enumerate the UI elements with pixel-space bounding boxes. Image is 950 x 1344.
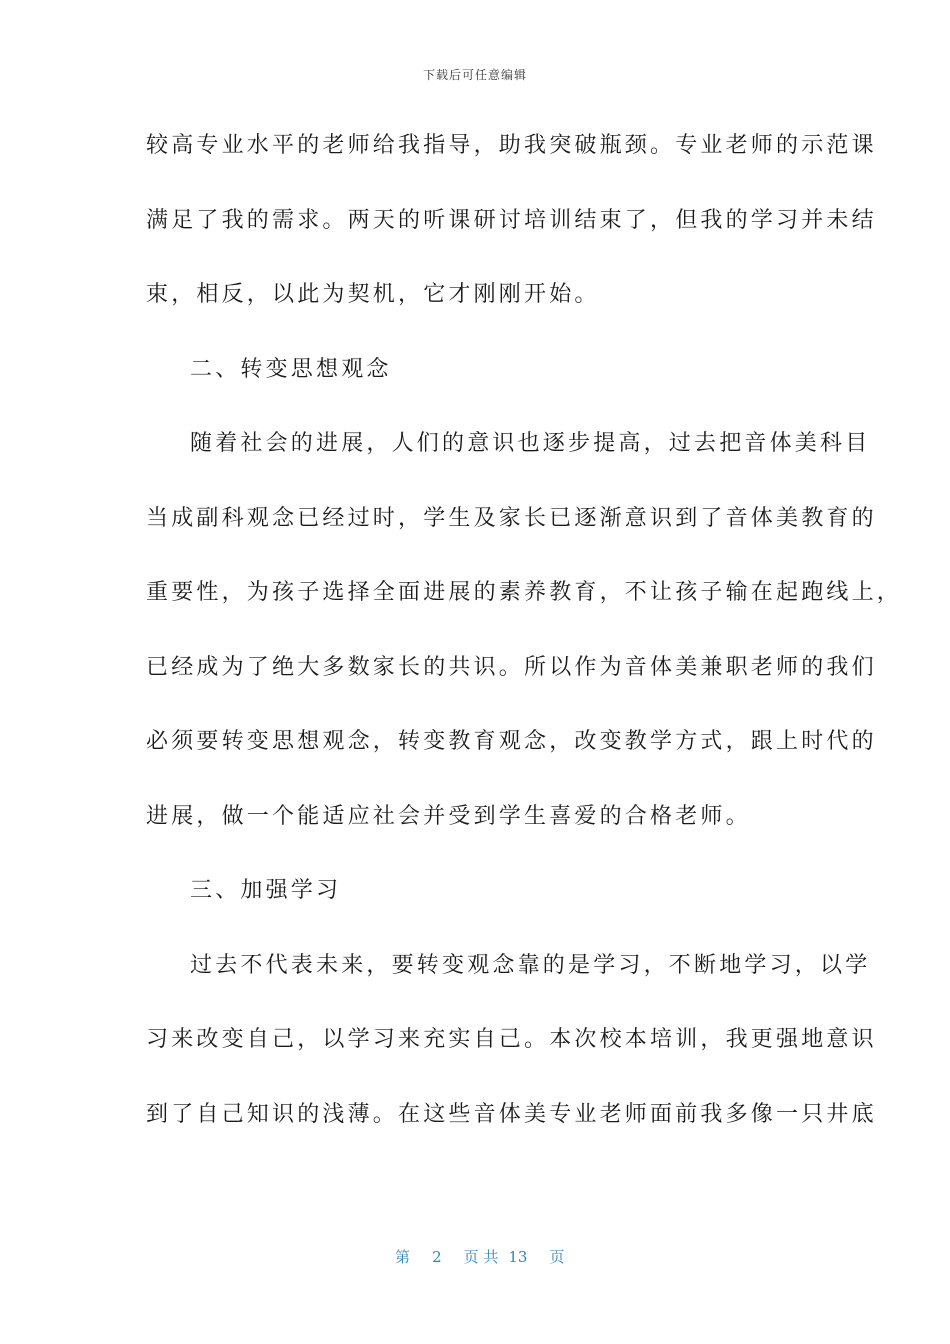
body-line-1: 较高专业水平的老师给我指导，助我突破瓶颈。专业老师的示范课 — [146, 133, 877, 158]
footer-suffix: 页 — [549, 1248, 565, 1266]
section-heading-2: 二、转变思想观念 — [190, 356, 392, 382]
body-line-2: 满足了我的需求。两天的听课研讨培训结束了，但我的学习并未结 — [146, 207, 877, 233]
body-line-8: 已经成为了绝大多数家长的共识。所以作为音体美兼职老师的我们 — [146, 654, 877, 680]
body-line-3: 束，相反，以此为契机，它才刚刚开始。 — [146, 282, 600, 307]
body-line-6: 当成副科观念已经过时，学生及家长已逐渐意识到了音体美教育的 — [146, 505, 877, 531]
body-line-10: 进展，做一个能适应社会并受到学生喜爱的合格老师。 — [146, 803, 751, 829]
footer-current-page: 2 — [432, 1248, 442, 1266]
body-line-7: 重要性，为孩子选择全面进展的素养教育，不让孩子输在起跑线上， — [146, 580, 903, 605]
footer-prefix: 第 — [395, 1248, 411, 1266]
page-footer — [0, 1228, 950, 1267]
body-line-12: 过去不代表未来，要转变观念靠的是学习，不断地学习，以学 — [190, 952, 871, 978]
section-heading-3: 三、加强学习 — [190, 878, 342, 903]
page-header: 下载后可任意编辑 — [422, 68, 527, 82]
body-line-5: 随着社会的进展，人们的意识也逐步提高，过去把音体美科目 — [190, 431, 871, 456]
footer-total-pages: 13 — [508, 1248, 528, 1266]
body-line-9: 必须要转变思想观念，转变教育观念，改变教学方式，跟上时代的 — [146, 729, 877, 754]
body-line-13: 习来改变自己，以学习来充实自己。本次校本培训，我更强地意识 — [146, 1027, 877, 1052]
document-body — [146, 124, 903, 1167]
footer-middle: 页 共 — [463, 1248, 499, 1266]
body-line-14: 到了自己知识的浅薄。在这些音体美专业老师面前我多像一只井底 — [146, 1101, 877, 1127]
